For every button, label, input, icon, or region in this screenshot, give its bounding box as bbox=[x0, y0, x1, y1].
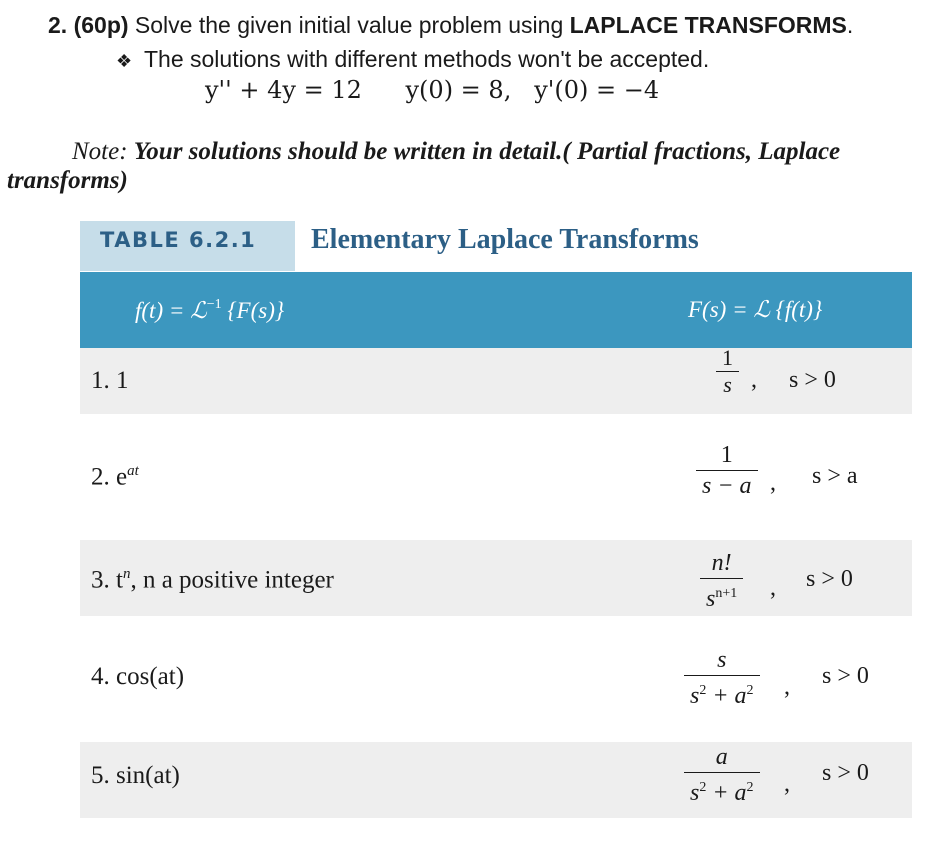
row-4-den-sup1: 2 bbox=[699, 683, 707, 698]
row-1-comma: , bbox=[751, 367, 757, 393]
row-2-condition: s > a bbox=[812, 463, 858, 489]
row-4-den-tail: + a bbox=[706, 683, 747, 709]
row-2-comma: , bbox=[770, 470, 776, 496]
question-number: 2. bbox=[48, 12, 68, 38]
four-diamond-bullet-icon: ❖ bbox=[116, 51, 133, 71]
table-row bbox=[80, 348, 912, 414]
ode: y'' + 4y = 12 bbox=[205, 76, 362, 104]
row-4-comma: , bbox=[784, 674, 790, 700]
header-left-sup: −1 bbox=[206, 297, 222, 312]
row-4-fraction bbox=[684, 645, 760, 711]
row-3-den-base: s bbox=[706, 586, 716, 612]
row-5-den-s: s bbox=[690, 780, 700, 806]
row-4-condition: s > 0 bbox=[822, 663, 869, 689]
row-5-function: 5. sin(at) bbox=[91, 762, 180, 789]
note-text-2: transforms) bbox=[7, 167, 128, 194]
row-1-function: 1. 1 bbox=[91, 367, 129, 394]
row-3-fraction bbox=[700, 548, 743, 614]
table-number: TABLE 6.2.1 bbox=[100, 228, 257, 252]
row-1-numerator: 1 bbox=[722, 345, 733, 370]
header-transform: F(s) = ℒ {f(t)} bbox=[688, 297, 823, 322]
header-left-tail: {F(s)} bbox=[221, 298, 285, 323]
row-4-function: 4. cos(at) bbox=[91, 663, 185, 690]
question-method: LAPLACE TRANSFORMS bbox=[569, 12, 847, 38]
question-points: (60p) bbox=[73, 12, 129, 38]
row-2-numerator: 1 bbox=[720, 442, 733, 468]
row-4-numerator: s bbox=[717, 647, 727, 673]
question-text: Solve the given initial value problem using bbox=[134, 12, 564, 38]
bullet-text: The solutions with different methods won't be accepted. bbox=[143, 46, 710, 72]
row-3-den-sup: n+1 bbox=[715, 586, 738, 601]
row-1-condition: s > 0 bbox=[789, 367, 836, 393]
header-inverse-transform bbox=[135, 297, 284, 324]
row-3-tail: , n a positive integer bbox=[130, 566, 334, 594]
row-3-function bbox=[91, 566, 334, 594]
row-1-denominator: s bbox=[716, 371, 739, 398]
note-label: Note: bbox=[72, 138, 128, 165]
row-3-comma: , bbox=[770, 575, 776, 601]
row-5-den-tail: + a bbox=[706, 780, 747, 806]
note-text-1: Your solutions should be written in detail.( Partial fractions, Laplace bbox=[133, 138, 841, 165]
row-3-numerator: n! bbox=[711, 550, 732, 576]
row-4-den-sup2: 2 bbox=[746, 683, 754, 698]
question-line bbox=[48, 12, 853, 39]
row-3-label: 3. t bbox=[91, 566, 123, 594]
note-line-1 bbox=[72, 138, 840, 166]
row-5-den-sup2: 2 bbox=[746, 780, 754, 795]
row-4-den-s: s bbox=[690, 683, 700, 709]
row-5-den-sup1: 2 bbox=[699, 780, 707, 795]
row-3-sup: n bbox=[122, 566, 131, 582]
row-5-comma: , bbox=[784, 771, 790, 797]
initial-condition-1: y(0) = 8, bbox=[405, 76, 512, 104]
row-3-condition: s > 0 bbox=[806, 566, 853, 592]
table-row bbox=[80, 414, 912, 540]
row-2-sup: at bbox=[127, 463, 139, 479]
row-2-label: 2. e bbox=[91, 463, 128, 491]
question-period: . bbox=[846, 12, 854, 38]
row-2-denominator: s − a bbox=[696, 470, 758, 501]
row-5-fraction bbox=[684, 742, 760, 808]
row-1-fraction bbox=[716, 345, 739, 398]
row-5-numerator: a bbox=[715, 744, 728, 770]
row-2-fraction bbox=[696, 440, 758, 501]
ivp-equation bbox=[205, 76, 659, 104]
table-title: Elementary Laplace Transforms bbox=[311, 224, 699, 255]
row-5-condition: s > 0 bbox=[822, 760, 869, 786]
initial-condition-2: y'(0) = −4 bbox=[534, 76, 660, 104]
instruction-bullet bbox=[116, 46, 709, 73]
header-left-main: f(t) = ℒ bbox=[135, 298, 207, 323]
row-2-function bbox=[91, 463, 139, 491]
